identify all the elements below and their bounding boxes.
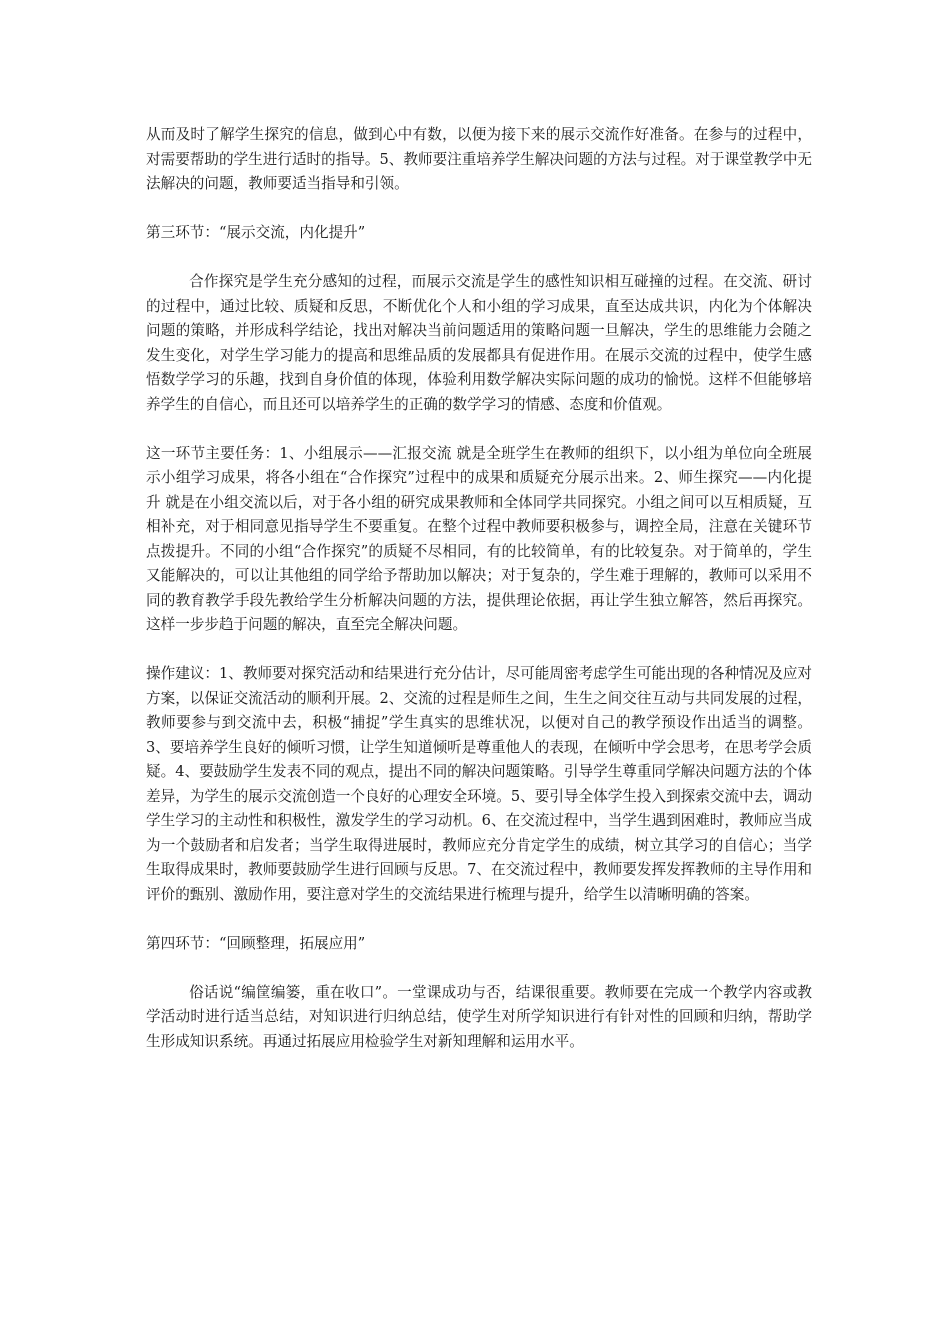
paragraph-spacer [146,417,812,442]
paragraph-spacer [146,246,812,271]
paragraph-main-tasks: 这一环节主要任务：1、小组展示——汇报交流 就是全班学生在教师的组织下，以小组为单位向全班展示小组学习成果，将各小组在“合作探究”过程中的成果和质疑充分展示出来。2、师生探究——内化提升 就是在小组交流以后，对于各小组的研究成果教师和全体同学共同探究。小组之间可以互相质疑，互相补充，对于相同意见指导学生不要重复。在整个过程中教师要积极参与，调控全局，注意在关键环节点拨提升。不同的小组“合作探究”的质疑不尽相同，有的比较简单，有的比较复杂。对于简单的，学生又能解决的，可以让其他组的同学给予帮助加以解决；对于复杂的，学生难于理解的，教师可以采用不同的教育教学手段先教给学生分析解决问题的方法，提供理论依据，再让学生独立解答，然后再探究。这样一步步趋于问题的解决，直至完全解决问题。 [146,444,812,633]
section-heading-stage-3: 第三环节：“展示交流，内化提升” [146,224,366,241]
paragraph-review-summary: 俗话说“编筐编篓，重在收口”。一堂课成功与否，结课很重要。教师要在完成一个教学内容或教学活动时进行适当总结，对知识进行归纳总结，使学生对所学知识进行有针对性的回顾和归纳，帮助学生形成知识系统。再通过拓展应用检验学生对新知理解和运用水平。 [146,983,812,1050]
paragraph-spacer [146,197,812,222]
document-page [146,123,812,1054]
paragraph-operation-suggestions: 操作建议：1、教师要对探究活动和结果进行充分估计，尽可能周密考虑学生可能出现的各种情况及应对方案，以保证交流活动的顺利开展。2、交流的过程是师生之间，生生之间交往互动与共同发展的过程，教师要参与到交流中去，积极“捕捉”学生真实的思维状况，以便对自己的教学预设作出适当的调整。3、要培养学生良好的倾听习惯，让学生知道倾听是尊重他人的表现，在倾听中学会思考，在思考学会质疑。4、要鼓励学生发表不同的观点，提出不同的解决问题策略。引导学生尊重同学解决问题方法的个体差异，为学生的展示交流创造一个良好的心理安全环境。5、要引导全体学生投入到探索交流中去，调动学生学习的主动性和积极性，激发学生的学习动机。6、在交流过程中，当学生遇到困难时，教师应当成为一个鼓励者和启发者；当学生取得进展时，教师应充分肯定学生的成绩，树立其学习的自信心；当学生取得成果时，教师要鼓励学生进行回顾与反思。7、在交流过程中，教师要发挥发挥教师的主导作用和评价的甄别、激励作用，要注意对学生的交流结果进行梳理与提升，给学生以清晰明确的答案。 [146,665,813,903]
paragraph-spacer [146,638,812,663]
paragraph-collaborative-inquiry: 合作探究是学生充分感知的过程，而展示交流是学生的感性知识相互碰撞的过程。在交流、研讨的过程中，通过比较、质疑和反思，不断优化个人和小组的学习成果，直至达成共识，内化为个体解决问题的策略，并形成科学结论，找出对解决当前问题适用的策略问题一旦解决，学生的思维能力会随之发生变化，对学生学习能力的提高和思维品质的发展都具有促进作用。在展示交流的过程中，使学生感悟数学学习的乐趣，找到自身价值的体现，体验利用数学解决实际问题的成功的愉悦。这样不但能够培养学生的自信心，而且还可以培养学生的正确的数学学习的情感、态度和价值观。 [146,273,812,413]
paragraph-spacer [146,956,812,981]
paragraph-spacer [146,907,812,932]
section-heading-stage-4: 第四环节：“回顾整理，拓展应用” [146,934,366,952]
paragraph-continuation: 从而及时了解学生探究的信息，做到心中有数，以便为接下来的展示交流作好准备。在参与的过程中，对需要帮助的学生进行适时的指导。5、教师要注重培养学生解决问题的方法与过程。对于课堂教学中无法解决的问题，教师要适当指导和引领。 [146,126,813,192]
